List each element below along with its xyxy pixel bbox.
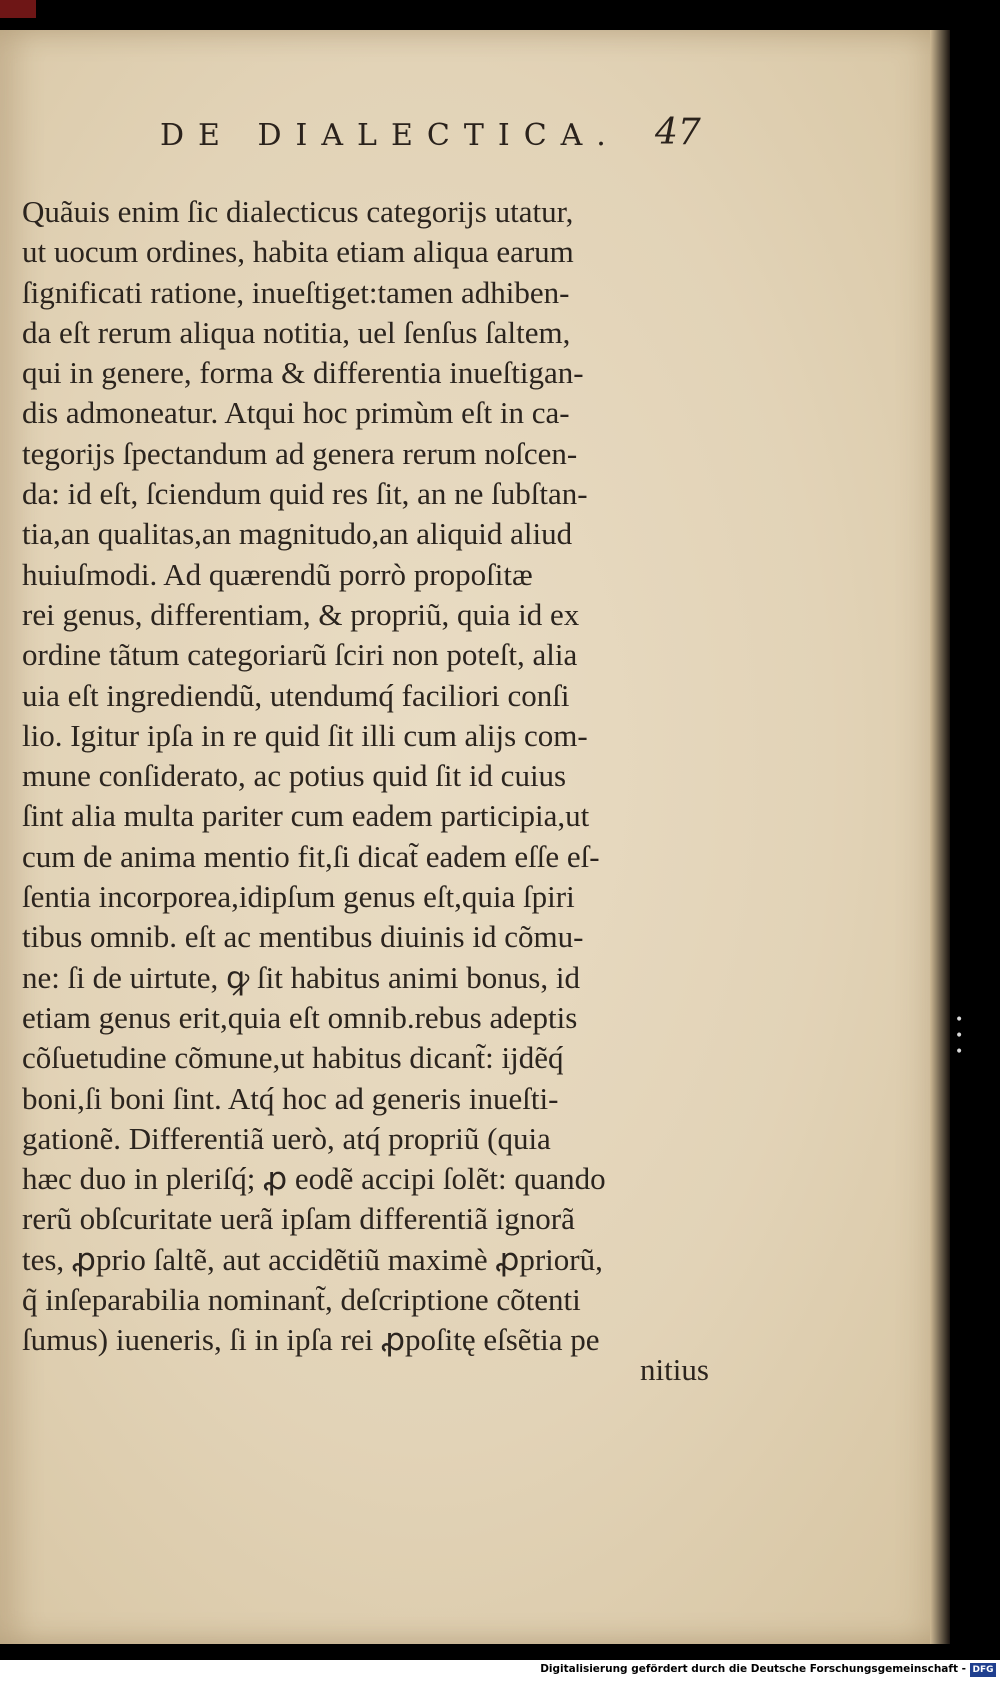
- text-line: huiuſmodi. Ad quærendũ porrò propoſitæ: [22, 556, 533, 592]
- color-calibration-mark: [0, 0, 36, 18]
- text-line: mune conſiderato, ac potius quid ſit id cuius: [22, 758, 567, 794]
- text-line: ne: ſi de uirtute, ꝙ ſit habitus animi bonus, id: [22, 959, 580, 995]
- catchword: nitius: [640, 1352, 709, 1387]
- text-line: q̃ inſeparabilia nominant̃, deſcriptione cõtenti: [22, 1282, 581, 1318]
- page-number: 47: [655, 112, 701, 153]
- text-line: rei genus, differentiam, & propriũ, quia id ex: [22, 596, 580, 632]
- text-line: ut uocum ordines, habita etiam aliqua earum: [22, 234, 574, 270]
- footer-bar: [0, 1660, 1000, 1681]
- text-line: tibus omnib. eſt ac mentibus diuinis id cõmu-: [22, 919, 584, 955]
- text-line: tia,an qualitas,an magnitudo,an aliquid aliud: [22, 516, 573, 552]
- body-text: [22, 192, 712, 1361]
- text-line: rerũ obſcuritate uerã ipſam differentiã ignorã: [22, 1201, 575, 1237]
- scan-dots: • • •: [955, 1012, 978, 1060]
- text-line: hæc duo in pleriſq́; ꝓ eodẽ accipi ſolẽt: quando: [22, 1161, 606, 1197]
- text-line: qui in genere, forma & differentia inueſtigan-: [22, 355, 584, 391]
- text-line: dis admoneatur. Atqui hoc primùm eſt in ca-: [22, 395, 570, 431]
- text-line: uia eſt ingrediendũ, utendumq́ faciliori conſi: [22, 677, 570, 713]
- book-page: [0, 30, 945, 1644]
- text-line: Quãuis enim ſic dialecticus categorijs utatur,: [22, 194, 574, 229]
- text-line: ſumus) iueneris, ſi in ipſa rei ꝓpoſitę eſsẽtia pe: [22, 1322, 600, 1358]
- page-edge: [930, 30, 950, 1644]
- running-title: DE DIALECTICA.: [160, 118, 620, 153]
- text-line: ordine tãtum categoriarũ ſciri non poteſt, alia: [22, 637, 578, 673]
- text-line: ſentia incorporea,idipſum genus eſt,quia ſpiri: [22, 879, 575, 915]
- text-line: tes, ꝓprio ſaltẽ, aut accidẽtiũ maximè ꝓpriorũ,: [22, 1241, 603, 1277]
- text-line: lio. Igitur ipſa in re quid ſit illi cum alijs com-: [22, 717, 588, 753]
- text-line: da eſt rerum aliqua notitia, uel ſenſus ſaltem,: [22, 314, 571, 350]
- text-line: tegorijs ſpectandum ad genera rerum noſcen-: [22, 435, 578, 471]
- text-line: gationẽ. Differentiã uerò, atq́ propriũ (quia: [22, 1120, 551, 1156]
- text-line: etiam genus erit,quia eſt omnib.rebus adeptis: [22, 999, 578, 1035]
- text-line: da: id eſt, ſciendum quid res ſit, an ne ſubſtan-: [22, 476, 588, 512]
- text-line: cum de anima mentio fit,ſi dicat̃ eadem eſſe eſ-: [22, 838, 600, 874]
- text-line: ſignificati ratione, inueſtiget:tamen adhiben-: [22, 274, 570, 310]
- text-line: ſint alia multa pariter cum eadem participia,ut: [22, 798, 590, 834]
- running-head: [0, 112, 945, 162]
- dfg-logo: DFG: [970, 1663, 996, 1677]
- text-line: cõſuetudine cõmune,ut habitus dicant̃: ijdẽq́: [22, 1040, 564, 1076]
- footer-credit: Digitalisierung gefördert durch die Deutsche Forschungsgemeinschaft -: [540, 1663, 966, 1675]
- text-line: boni,ſi boni ſint. Atq́ hoc ad generis inueſti-: [22, 1080, 559, 1116]
